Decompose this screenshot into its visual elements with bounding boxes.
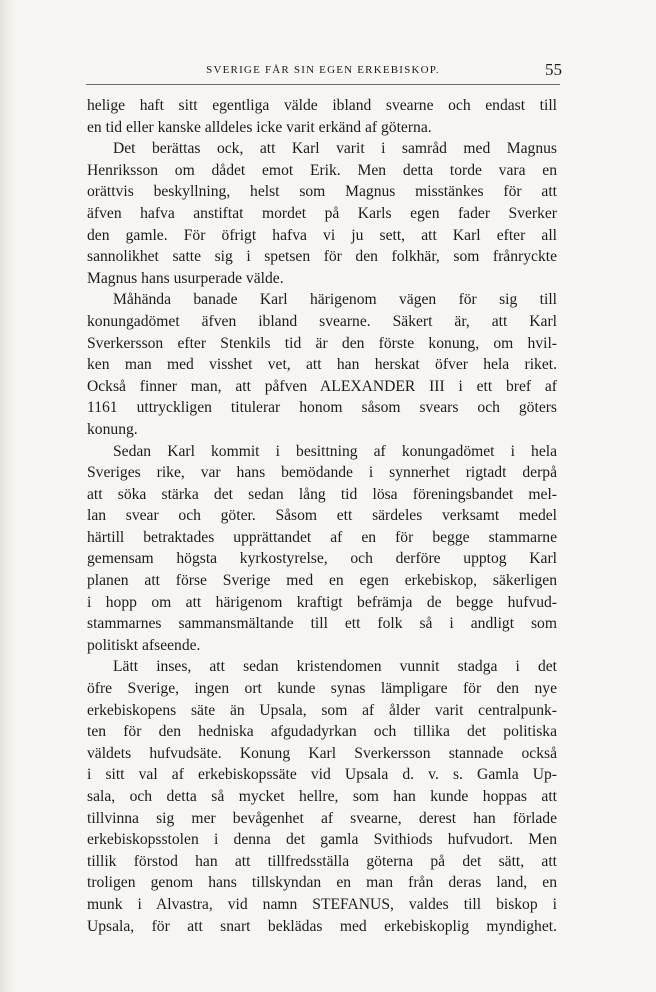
text-line: erkebiskopens säte än Upsala, som af ålder varit centralpunk- <box>87 701 557 719</box>
text-line: i sitt val af erkebiskopssäte vid Upsala d. v. s. Gamla Up- <box>87 766 557 784</box>
text-line: Magnus hans usurperade välde. <box>87 269 284 287</box>
running-head <box>86 60 560 84</box>
text-line: lan svear och göter. Såsom ett särdeles verksamt medel <box>87 507 557 525</box>
text-line: konung. <box>87 420 138 438</box>
text-line: Lätt inses, att sedan kristendomen vunnit stadga i det <box>113 658 557 676</box>
text-line: äfven hafva anstiftat mordet på Karls egen fader Sverker <box>87 204 557 222</box>
text-line: Upsala, för att snart beklädas med erkebiskoplig myndighet. <box>87 917 557 935</box>
page-gutter-shadow <box>0 0 14 992</box>
text-line: Sveriges rike, var hans bemödande i synnerhet rigtadt derpå <box>87 464 557 482</box>
text-line: Också finner man, att påfven ALEXANDER III i ett bref af <box>87 377 557 395</box>
text-line: Henriksson om dådet emot Erik. Men detta torde vara en <box>87 161 557 179</box>
text-line: tillik förstod han att tillfredsställa göterna på det sätt, att <box>87 852 557 870</box>
text-line: ten för den hedniska afgudadyrkan och tillika det politiska <box>87 723 557 741</box>
text-line: planen att förse Sverige med en egen erkebiskop, säkerligen <box>87 572 557 590</box>
running-title: SVERIGE FÅR SIN EGEN ERKEBISKOP. <box>206 64 440 76</box>
text-line: tillvinna sig mer bevågenhet af svearne, derest han förlade <box>87 809 557 827</box>
text-line: ken man med visshet vet, att han herskat öfver hela riket. <box>87 356 557 374</box>
text-line: konungadömet äfven ibland svearne. Säkert är, att Karl <box>87 312 557 330</box>
text-line: sannolikhet satte sig i spetsen för den folkhär, som frånryckte <box>87 248 557 266</box>
text-line: en tid eller kanske alldeles icke varit erkänd af göterna. <box>87 118 432 136</box>
header-rule <box>86 84 560 85</box>
text-line: i hopp om att härigenom kraftigt befrämja de begge hufvud- <box>87 593 557 611</box>
body-text <box>87 95 557 937</box>
text-line: helige haft sitt egentliga välde ibland svearne och endast till <box>87 97 557 114</box>
text-line: att söka stärka det sedan lång tid lösa föreningsbandet mel- <box>87 485 557 503</box>
text-line: orättvis beskyllning, helst som Magnus misstänkes för att <box>87 183 557 201</box>
text-line: erkebiskopsstolen i denna det gamla Svithiods hufvudort. Men <box>87 831 557 849</box>
text-line: väldets hufvudsäte. Konung Karl Sverkersson stannade också <box>87 744 557 762</box>
text-line: gemensam högsta kyrkostyrelse, och derföre upptog Karl <box>87 550 557 568</box>
text-line: öfre Sverige, ingen ort kunde synas lämpligare för den nye <box>87 680 557 698</box>
text-line: härtill betraktades upprättandet af en för begge stammarne <box>87 528 557 546</box>
text-line: politiskt afseende. <box>87 636 201 654</box>
text-line: sala, och detta så mycket hellre, som han kunde hoppas att <box>87 788 557 805</box>
text-line: munk i Alvastra, vid namn STEFANUS, valdes till biskop i <box>87 895 557 913</box>
text-line: Sedan Karl kommit i besittning af konungadömet i hela <box>113 442 557 460</box>
text-line: den gamle. För öfrigt hafva vi ju sett, att Karl efter all <box>87 226 557 244</box>
text-line: Det berättas ock, att Karl varit i samråd med Magnus <box>113 140 557 158</box>
text-line: Måhända banade Karl härigenom vägen för sig till <box>113 291 557 309</box>
text-line: Sverkersson efter Stenkils tid är den förste konung, om hvil- <box>87 334 557 352</box>
page-number: 55 <box>545 60 562 79</box>
text-line: troligen genom hans tillskyndan en man från deras land, en <box>87 874 557 892</box>
text-line: 1161 uttryckligen titulerar honom såsom svears och göters <box>87 399 557 417</box>
text-line: stammarnes sammansmältande till ett folk så i andligt som <box>87 615 557 633</box>
